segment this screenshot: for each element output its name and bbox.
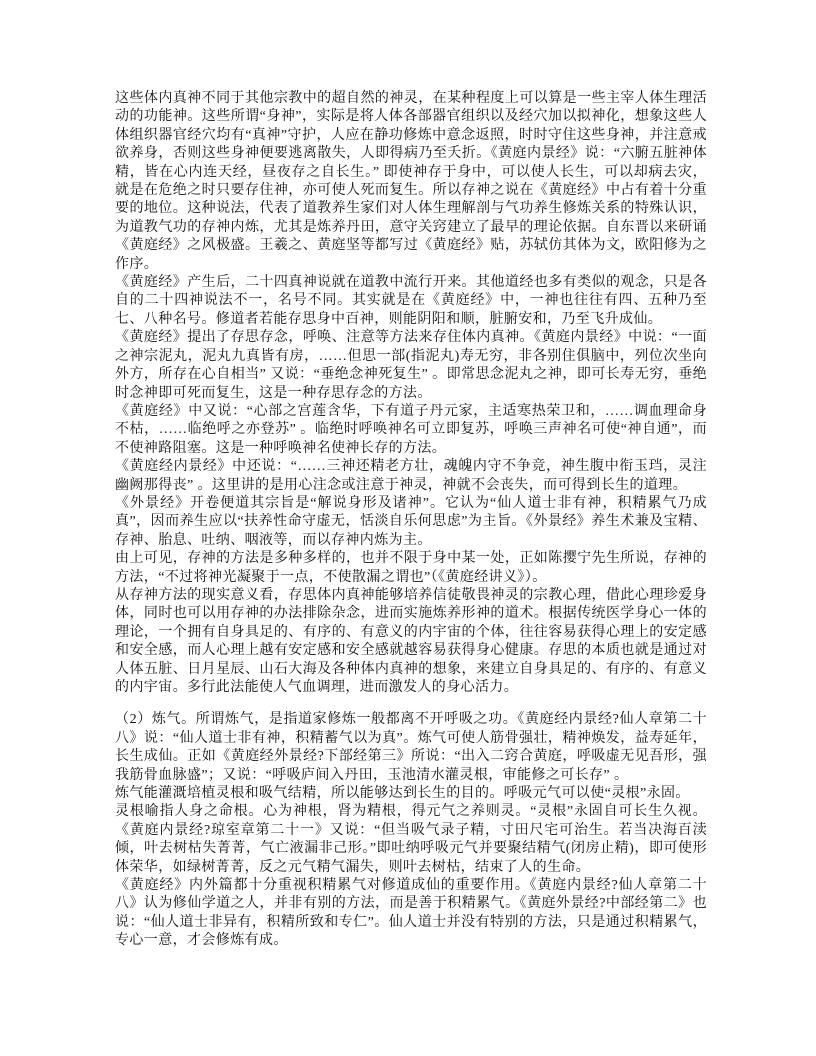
paragraph-lianqi-benefit: 炼气能灌溉培植灵根和吸气结精，所以能够达到长生的目的。呼吸元气可以使“灵根”永固。 <box>115 786 690 802</box>
paragraph-lianqi-intro: （2）炼气。所谓炼气，是指道家修炼一般都离不开呼吸之功。《黄庭经内景经?仙人章第二十八》说：“仙人道士非有神，积精蓄气以为真”。炼气可使人筋骨强壮，精神焕发，益寿延年，长生成仙。正如《黄庭经外景经?下部经第三》所说：“出入二窍合黄庭，呼吸虚无见吾形，强我筋骨血脉盛”；又说：“呼吸庐间入丹田，玉池清水灌灵根，审能修之可长存” 。 <box>115 712 707 783</box>
paragraph-calling-spirit-names: 《黄庭经》中又说：“心部之宫莲含华，下有道子丹元家，主适寒热荣卫和，……调血理命身不枯，……临绝呼之亦登苏” 。临绝时呼唤神名可立即复苏，呼唤三声神名可使“神自通”，而不使神路阻塞。这是一种呼唤神名使神长存的方法。 <box>115 403 707 456</box>
paragraph-neijing-attention: 《黄庭经内景经》中还说：“……三神还精老方壮，魂魄内守不争竞，神生腹中衔玉珰，灵注幽阙那得丧” 。这里讲的是用心注念或注意于神灵，神就不会丧失，而可得到长生的道理。 <box>115 459 707 493</box>
paragraph-linggen-explanation: 灵根喻指人身之命根。心为神根，肾为精根，得元气之养则灵。“灵根”永固自可长生久视。《黄庭内景经?琼室章第二十一》又说：“但当吸气录子精，寸田尺宅可治生。若当决海百渎倾，叶去树枯失菁菁，气亡液漏非己形。”即吐纳呼吸元气并要聚结精气(闭房止精)，即可使形体荣华，如绿树菁菁，反之元气精气漏失，则叶去树枯，结束了人的生命。 <box>115 804 707 875</box>
paragraph-jijing-leiqi-conclusion: 《黄庭经》内外篇都十分重视积精累气对修道成仙的重要作用。《黄庭内景经?仙人章第二十八》认为修仙学道之人，并非有别的方法，而是善于积精累气。《黄庭外景经?中部经第二》也说：“仙人道士非异有，积精所致和专仁”。仙人道士并没有特别的方法，只是通过积精累气，专心一意，才会修炼有成。 <box>115 878 707 949</box>
paragraph-summary-methods: 由上可见，存神的方法是多种多样的，也并不限于身中某一处，正如陈撄宁先生所说，存神的方法，“不过将神光凝聚于一点，不使散漏之谓也”（《黄庭经讲义》）。 <box>115 551 707 585</box>
paragraph-waijing-purpose: 《外景经》开卷便道其宗旨是“解说身形及诸神”。它认为“仙人道士非有神，积精累气乃成真”，因而养生应以“扶养性命守虚无，恬淡自乐何思虑”为主旨。《外景经》养生术兼及宝精、存神、胎息、吐纳、咽液等，而以存神内炼为主。 <box>115 495 707 548</box>
paragraph-cunsi-cunnian-method: 《黄庭经》提出了存思存念，呼唤、注意等方法来存住体内真神。《黄庭内景经》中说：“一面之神宗泥丸，泥丸九真皆有房，……但思一部(指泥丸)寿无穷，非各别住俱脑中，列位次坐向外方，所存在心自相当” 又说：“垂绝念神死复生” 。即常思念泥丸之神，即可长寿无穷，垂绝时念神即可死而复生，这是一种存思存念的方法。 <box>115 330 707 401</box>
paragraph-24-true-spirits: 《黄庭经》产生后，二十四真神说就在道教中流行开来。其他道经也多有类似的观念，只是各自的二十四神说法不一，名号不同。其实就是在《黄庭经》中，一神也往往有四、五种乃至七、八种名号。修道者若能存思身中百神，则能阴阳和顺，脏腑安和，乃至飞升成仙。 <box>115 275 707 327</box>
paragraph-practical-significance: 从存神方法的现实意义看，存思体内真神能够培养信徒敬畏神灵的宗教心理，借此心理珍爱身体，同时也可以用存神的办法排除杂念，进而实施炼养形神的道术。根据传统医学身心一体的理论，一个拥有自身具足的、有序的、有意义的内宇宙的个体，往往容易获得心理上的安定感和安全感，而人心理上越有安定感和安全感就越容易获得身心健康。存思的本质也就是通过对人体五脏、日月星辰、山石大海及各种体内真神的想象，来建立自身具足的、有序的、有意义的内宇宙。多行此法能使人气血调理，进而激发人的身心活力。 <box>115 587 707 695</box>
paragraph-body-spirits-intro: 这些体内真神不同于其他宗教中的超自然的神灵，在某种程度上可以算是一些主宰人体生理活动的功能神。这些所谓“身神”，实际是将人体各部器官组织以及经穴加以拟神化，想象这些人体组织器官经穴均有“真神”守护，人应在静功修炼中意念返照，时时守住这些身神，并注意戒欲养身，否则这些身神便要逃离散失，人即得病乃至夭折。《黄庭内景经》说：“六腑五脏神体精，皆在心内连天经，昼夜存之自长生。” 即使神存于身中，可以使人长生，可以却病去灾，就是在危绝之时只要存住神，亦可使人死而复生。所以存神之说在《黄庭经》中占有着十分重要的地位。这种说法，代表了道教养生家们对人体生理解剖与气功养生修炼关系的特殊认识，为道教气功的存神内炼，尤其是炼养丹田，意守关窍建立了最早的理论依据。自东晋以来研诵《黄庭经》之风极盛。王羲之、黄庭坚等都写过《黄庭经》贴，苏轼仿其体为文，欧阳修为之作序。 <box>115 91 707 272</box>
text-block <box>115 90 707 951</box>
